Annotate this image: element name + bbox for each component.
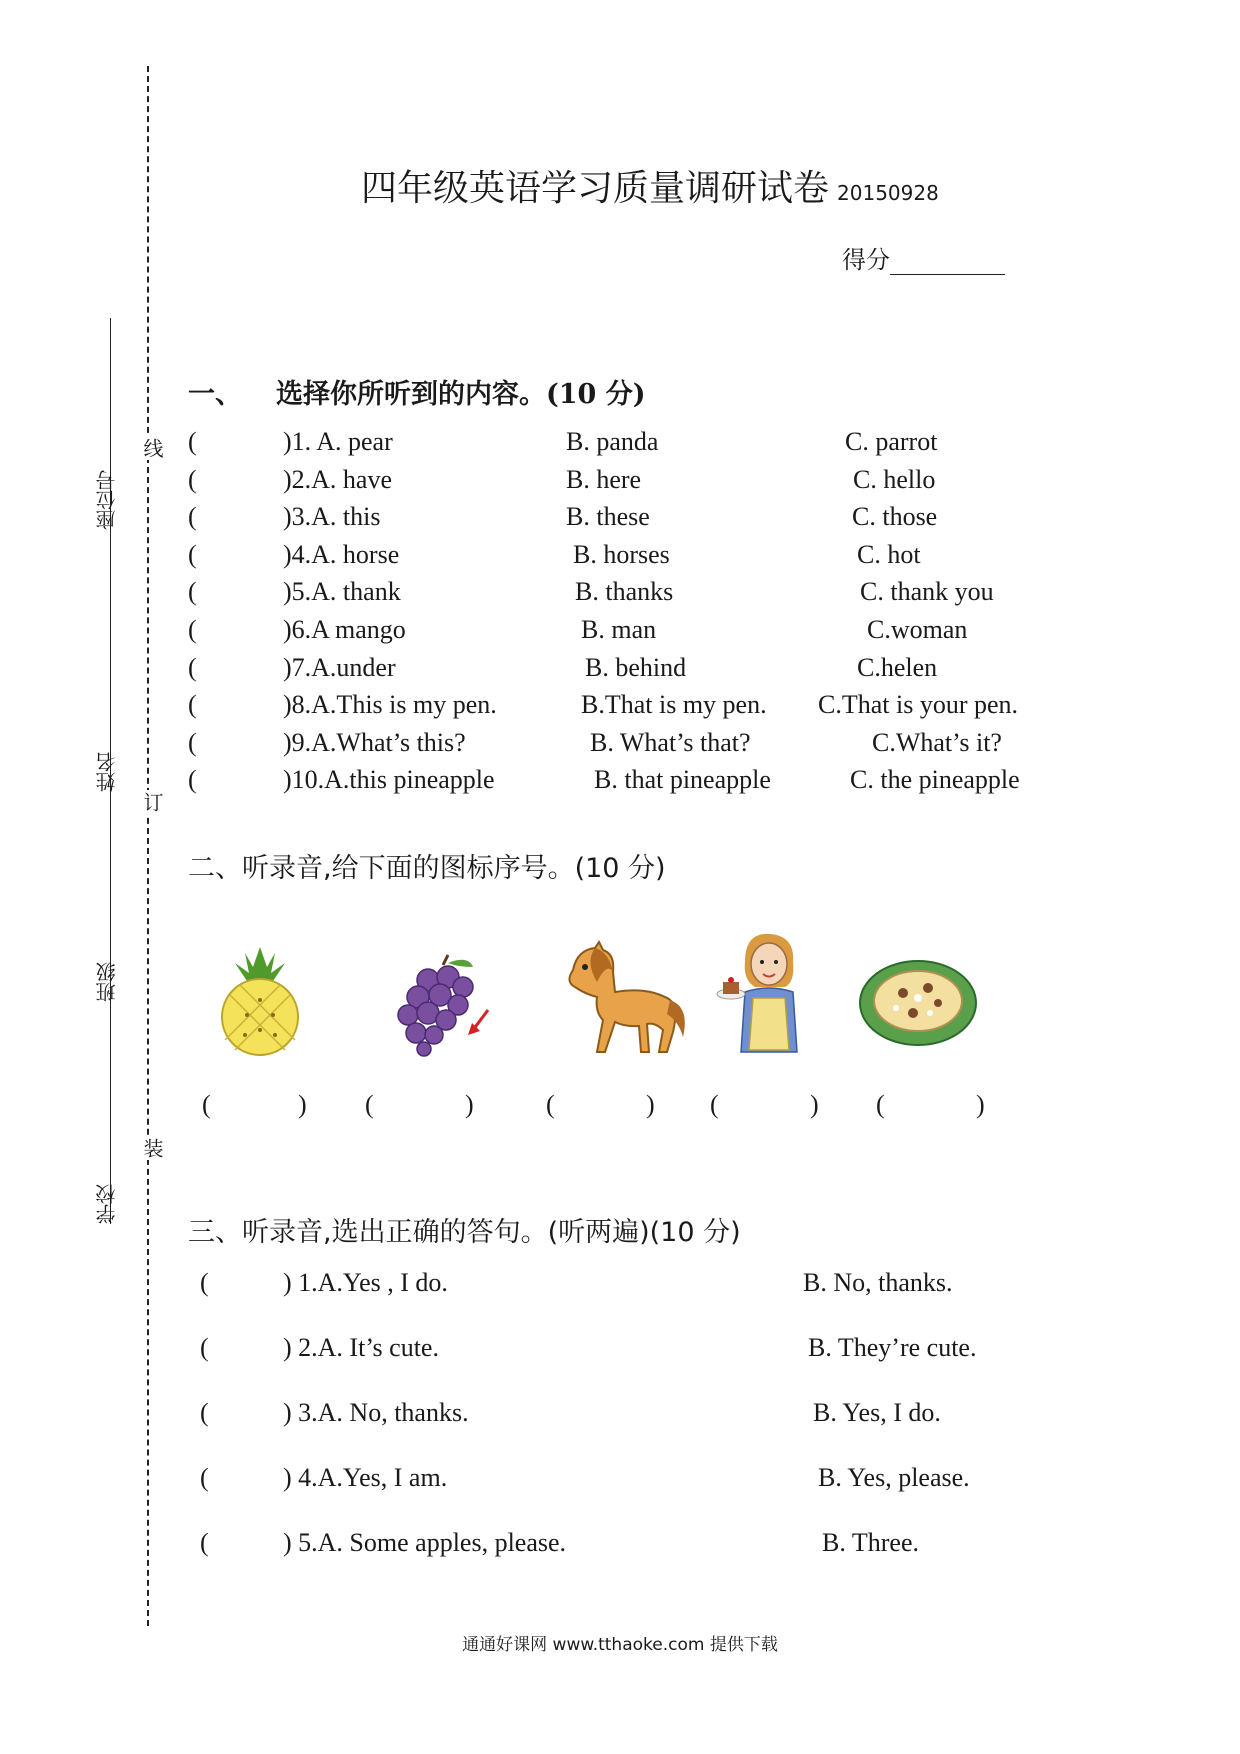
horse-picture (555, 942, 685, 1057)
reply-answer-blank[interactable] (214, 1530, 280, 1560)
score-label: 得分 (842, 246, 890, 274)
reply-answer-blank[interactable] (214, 1335, 280, 1365)
reply-open-paren: ( (200, 1268, 209, 1297)
reply-option-b: B. Yes, I do. (813, 1398, 941, 1427)
picture-answer-open-paren: ( (546, 1090, 555, 1119)
school-field[interactable] (92, 1002, 119, 1224)
answer-blank[interactable] (198, 579, 280, 609)
reply-answer-blank[interactable] (214, 1465, 280, 1495)
option-c: C. thank you (860, 577, 994, 607)
option-c: C. hello (853, 464, 936, 494)
picture-answer-close-paren: ) (976, 1090, 985, 1119)
option-c: C.What’s it? (872, 727, 1002, 757)
section3-heading (188, 1210, 741, 1249)
picture-answer-blank[interactable] (560, 1092, 644, 1122)
reply-option-b: B. Three. (822, 1528, 919, 1557)
option-c: C. hot (857, 539, 921, 569)
pie-picture (858, 958, 978, 1048)
school-label: 学校 (95, 1184, 119, 1224)
picture-answer-open-paren: ( (202, 1090, 211, 1119)
seat-number-label: 座位号 (95, 470, 119, 530)
option-a: )5.A. thank (283, 577, 401, 607)
name-label: 姓名 (95, 752, 119, 792)
answer-blank[interactable] (198, 692, 280, 722)
answer-blank[interactable] (198, 730, 280, 760)
picture-answer-blank[interactable] (216, 1092, 296, 1122)
answer-open-paren: ( (188, 727, 197, 757)
picture-answer-blank[interactable] (379, 1092, 463, 1122)
option-a: )1. A. pear (283, 427, 393, 456)
answer-open-paren: ( (188, 577, 197, 607)
reply-open-paren: ( (200, 1333, 209, 1362)
reply-option-a: ) 5.A. Some apples, please. (283, 1528, 567, 1557)
answer-blank[interactable] (198, 655, 280, 685)
option-a: )7.A.under (283, 652, 396, 682)
footer-source: 通通好课网 www.tthaoke.com 提供下载 (462, 1635, 778, 1655)
class-label: 班级 (95, 962, 119, 1002)
reply-option-a: ) 1.A.Yes , I do. (283, 1268, 448, 1297)
picture-answer-close-paren: ) (298, 1090, 307, 1119)
option-b: B. panda (566, 427, 659, 456)
reply-answer-blank[interactable] (214, 1400, 280, 1430)
answer-blank[interactable] (198, 542, 280, 572)
option-a: )2.A. have (283, 464, 393, 494)
option-a: )9.A.What’s this? (283, 727, 466, 757)
name-field[interactable] (92, 530, 119, 792)
grapes-picture (388, 955, 498, 1055)
answer-blank[interactable] (198, 504, 280, 534)
reply-open-paren: ( (200, 1398, 209, 1427)
page-title (361, 160, 939, 211)
answer-open-paren: ( (188, 427, 197, 456)
reply-option-b: B. They’re cute. (808, 1333, 977, 1362)
picture-answer-blank[interactable] (890, 1092, 974, 1122)
section1-heading: 选择你所听到的内容。(10 分) (276, 379, 646, 410)
option-b: B. these (566, 502, 650, 532)
binding-cut-line (147, 66, 149, 1626)
option-c: C. those (852, 502, 938, 532)
option-a: )8.A.This is my pen. (283, 690, 497, 720)
option-a: )6.A mango (283, 615, 406, 644)
picture-answer-open-paren: ( (876, 1090, 885, 1119)
reply-option-a: ) 4.A.Yes, I am. (283, 1463, 448, 1492)
answer-open-paren: ( (188, 765, 197, 795)
option-b: B. thanks (575, 577, 674, 607)
option-b: B. that pineapple (594, 765, 771, 795)
section3-heading-text: 三、听录音,选出正确的答句。(听两遍)(10 分) (188, 1217, 741, 1248)
reply-option-b: B. No, thanks. (803, 1268, 953, 1297)
answer-open-paren: ( (188, 652, 197, 682)
option-c: C.helen (857, 652, 938, 682)
option-b: B.That is my pen. (581, 690, 767, 720)
reply-answer-blank[interactable] (214, 1270, 280, 1300)
option-c: C. parrot (845, 427, 938, 456)
title-code: 20150928 (837, 181, 939, 205)
picture-answer-close-paren: ) (646, 1090, 655, 1119)
picture-answer-close-paren: ) (465, 1090, 474, 1119)
section1-number: 一、 (188, 379, 242, 410)
answer-open-paren: ( (188, 615, 197, 644)
answer-open-paren: ( (188, 539, 197, 569)
cut-word-xian: 线 (138, 436, 167, 460)
class-field[interactable] (92, 792, 119, 1002)
answer-open-paren: ( (188, 690, 197, 720)
answer-blank[interactable] (198, 429, 280, 459)
picture-answer-blank[interactable] (724, 1092, 808, 1122)
woman-picture (715, 932, 815, 1057)
reply-option-a: ) 2.A. It’s cute. (283, 1333, 439, 1362)
option-a: )3.A. this (283, 502, 381, 532)
picture-answer-open-paren: ( (710, 1090, 719, 1119)
cut-word-zhuang: 装 (138, 1136, 167, 1160)
reply-open-paren: ( (200, 1528, 209, 1557)
section2-heading: 二、听录音,给下面的图标序号。(10 分) (188, 853, 666, 884)
pineapple-picture (215, 945, 305, 1055)
picture-answer-open-paren: ( (365, 1090, 374, 1119)
reply-option-b: B. Yes, please. (818, 1463, 970, 1492)
answer-blank[interactable] (198, 767, 280, 797)
option-b: B. man (581, 615, 657, 644)
answer-blank[interactable] (198, 617, 280, 647)
option-a: )4.A. horse (283, 539, 400, 569)
option-c: C. the pineapple (850, 765, 1020, 795)
option-a: )10.A.this pineapple (283, 765, 495, 795)
reply-open-paren: ( (200, 1463, 209, 1492)
option-c: C.woman (867, 615, 968, 644)
reply-option-a: ) 3.A. No, thanks. (283, 1398, 469, 1427)
score-blank[interactable] (890, 250, 1005, 275)
option-b: B. here (566, 464, 642, 494)
cut-word-ding: 订 (138, 790, 167, 814)
picture-answer-close-paren: ) (810, 1090, 819, 1119)
answer-open-paren: ( (188, 502, 197, 532)
answer-open-paren: ( (188, 464, 197, 494)
title-text: 四年级英语学习质量调研试卷 (361, 168, 830, 209)
answer-blank[interactable] (198, 467, 280, 497)
option-b: B. What’s that? (590, 727, 751, 757)
seat-number-field[interactable] (92, 318, 119, 530)
score-field[interactable] (842, 240, 1005, 275)
option-b: B. behind (585, 652, 687, 682)
option-b: B. horses (573, 539, 670, 569)
option-c: C.That is your pen. (818, 690, 1019, 720)
